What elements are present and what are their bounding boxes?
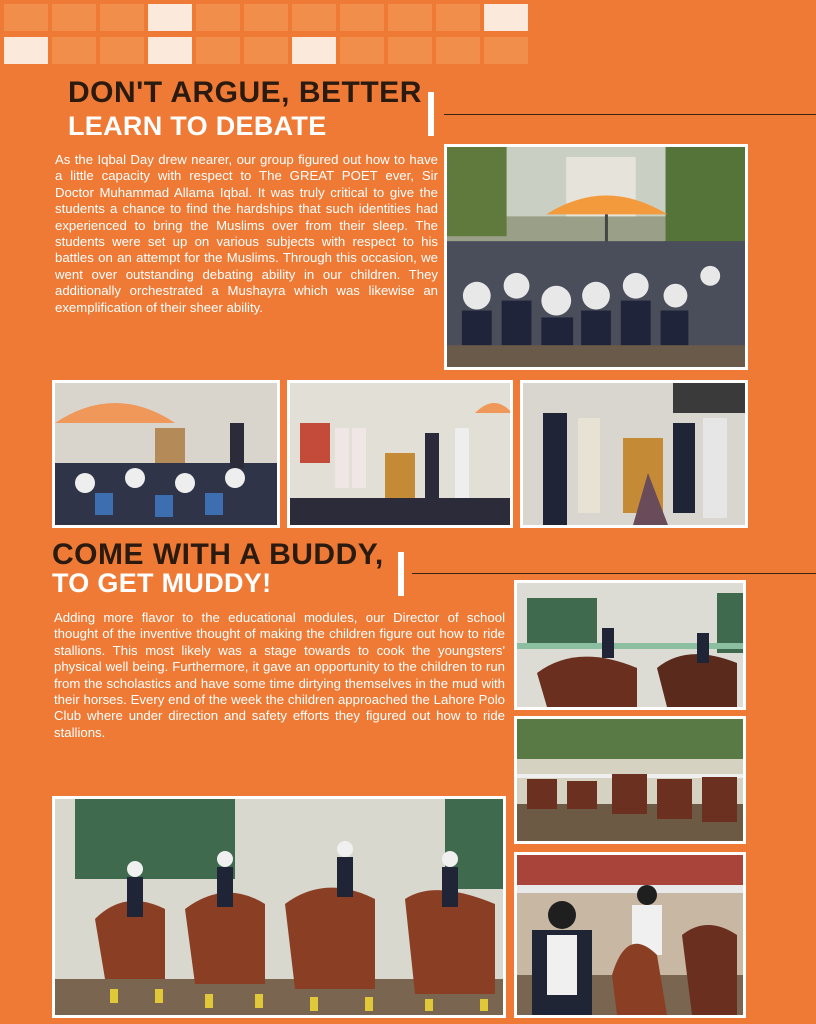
grid-square <box>100 4 144 31</box>
section2-title-line1: COME WITH A BUDDY, <box>52 538 384 571</box>
grid-square <box>148 4 192 31</box>
section2-title-bar <box>398 552 404 596</box>
photo-riders-track <box>514 716 746 844</box>
grid-square <box>388 4 432 31</box>
section1-title-bar <box>428 92 434 136</box>
grid-square <box>4 4 48 31</box>
section1-title-line1: DON'T ARGUE, BETTER <box>68 76 422 109</box>
grid-square <box>100 37 144 64</box>
grid-square <box>196 4 240 31</box>
section2-title-line2: TO GET MUDDY! <box>52 568 272 598</box>
grid-square <box>52 4 96 31</box>
photo-stage-speakers <box>287 380 513 528</box>
grid-square <box>196 37 240 64</box>
photo-horses-lineup <box>52 796 506 1018</box>
grid-square <box>484 37 528 64</box>
section1-rule <box>444 114 816 115</box>
grid-square <box>340 37 384 64</box>
grid-square <box>244 37 288 64</box>
section1-body: As the Iqbal Day drew nearer, our group figured out how to have a little capacity with respect to The GREAT POET ever, Sir Doctor Muhammad Allama Iqbal. It was truly critical to give the students a chance to find the hardships that such identities had experienced to bring the Muslims over from their sleep. The students were set up on various subjects with respect to his battles on an attempt for the Muslims. Through this occasion, we went over outstanding debating ability in our children. They additionally orchestrated a Mushayra which was likewise an exemplification of their sheer ability. <box>55 152 438 315</box>
grid-square <box>4 37 48 64</box>
grid-square <box>52 37 96 64</box>
section2-body: Adding more flavor to the educational modules, our Director of school thought of the inventive thought of making the children figure out how to ride stallions. This most likely was a stage towards to cook the youngsters' physical well being. Furthermore, it gave an opportunity to the children to run from the scholastics and have some time dirtying themselves in the mud with their horses. Every end of the week the children approached the Lahore Polo Club where under direction and safety efforts they figured out how to ride stallions. <box>54 610 505 740</box>
grid-square <box>244 4 288 31</box>
decorative-grid <box>0 0 548 66</box>
photo-riders-club <box>514 580 746 710</box>
grid-square <box>292 37 336 64</box>
grid-square <box>148 37 192 64</box>
photo-podium-speech <box>520 380 748 528</box>
grid-square <box>292 4 336 31</box>
grid-square <box>436 4 480 31</box>
grid-square <box>340 4 384 31</box>
grid-square <box>388 37 432 64</box>
section2-rule <box>412 573 816 574</box>
grid-square <box>436 37 480 64</box>
section1-title-line2: LEARN TO DEBATE <box>68 111 327 141</box>
photo-audience-left <box>52 380 280 528</box>
grid-square <box>484 4 528 31</box>
photo-debate-outdoor <box>444 144 748 370</box>
photo-helmeted-riders <box>514 852 746 1018</box>
